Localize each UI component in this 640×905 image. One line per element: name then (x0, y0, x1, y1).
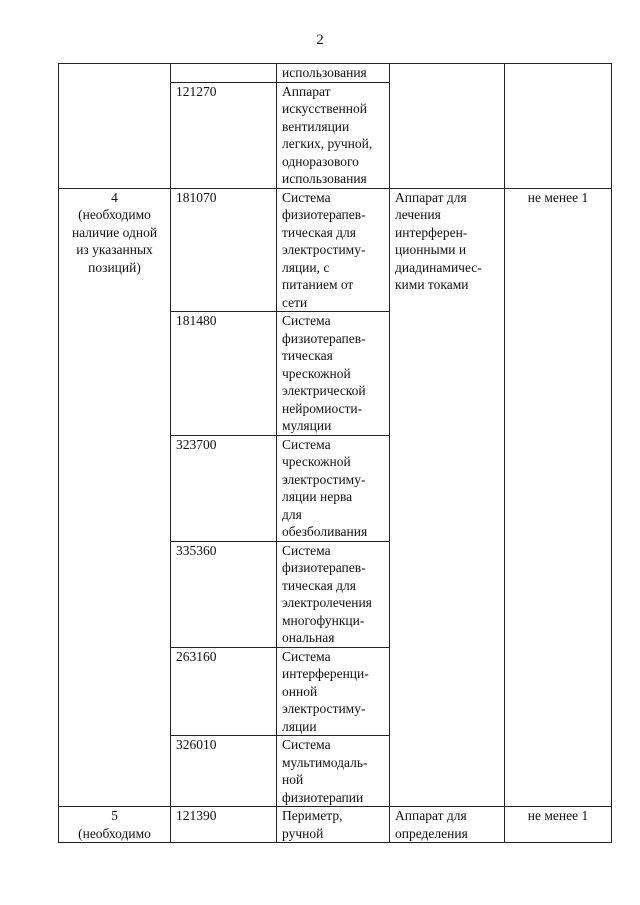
name-cell: Система физиотерапев- тическая для электролечения многофункци- ональная (277, 541, 390, 647)
table-row (59, 64, 612, 83)
code-cell: 181480 (171, 312, 277, 436)
name-cell: Система физиотерапев- тическая для электростиму- ляции, с питанием от сети (277, 188, 390, 312)
page-number: 2 (316, 32, 324, 48)
code-cell: 121390 (171, 807, 277, 843)
code-cell: 181070 (171, 188, 277, 312)
code-cell: 121270 (171, 82, 277, 188)
name-cell: использования (277, 64, 390, 83)
table-row (59, 807, 612, 843)
code-cell (171, 64, 277, 83)
group-number-cell: 4 (необходимо наличие одной из указанных позиций) (59, 188, 171, 807)
name-cell: Система физиотерапев- тическая чрескожной электрической нейромиости- муляции (277, 312, 390, 436)
quantity-cell: не менее 1 (505, 188, 612, 807)
name-cell: Аппарат искусственной вентиляции легких, ручной, одноразового использования (277, 82, 390, 188)
code-cell: 326010 (171, 736, 277, 807)
code-cell: 335360 (171, 541, 277, 647)
group-number-cell: 5 (необходимо (59, 807, 171, 843)
table-row (59, 188, 612, 312)
quantity-cell: не менее 1 (505, 807, 612, 843)
device-cell (390, 64, 505, 189)
name-cell: Периметр, ручной (277, 807, 390, 843)
name-cell: Система мультимодаль- ной физиотерапии (277, 736, 390, 807)
equipment-table (58, 63, 612, 843)
device-cell: Аппарат для определения (390, 807, 505, 843)
number-cell (59, 64, 171, 189)
name-cell: Система чрескожной электростиму- ляции нерва для обезболивания (277, 435, 390, 541)
name-cell: Система интерференци- онной электростиму- ляции (277, 647, 390, 736)
code-cell: 323700 (171, 435, 277, 541)
device-cell: Аппарат для лечения интерферен- ционными и диадинамичес- кими токами (390, 188, 505, 807)
code-cell: 263160 (171, 647, 277, 736)
quantity-cell (505, 64, 612, 189)
